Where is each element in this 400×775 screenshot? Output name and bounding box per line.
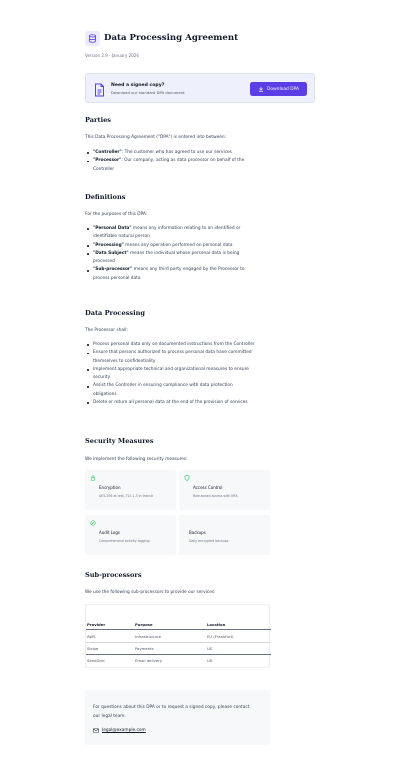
table-row: AWS Infrastructure EU (Frankfurt) — [87, 634, 234, 639]
document-icon — [94, 82, 105, 96]
security-card-audit-logs — [85, 515, 176, 555]
table-row: Stripe Payments US — [87, 646, 213, 651]
card-description: Daily encrypted backups — [189, 539, 229, 543]
contact-email — [93, 728, 146, 733]
card-title: Audit Logs — [99, 530, 120, 535]
callout-title: Need a signed copy? — [111, 83, 165, 88]
list-item: Ensure that persons authorized to process personal data have committed themselves to confidentiality — [85, 349, 285, 366]
security-card-access-control — [179, 470, 270, 510]
security-heading: Security Measures — [85, 437, 154, 445]
list-item: "Processor": Our company, acting as data processor on behalf of the Controller — [85, 157, 285, 174]
subprocessors-intro: We use the following sub-processors to provide our services: — [85, 590, 216, 595]
parties-list — [85, 149, 285, 174]
callout-subtitle: Download our standard DPA document — [111, 90, 185, 95]
processing-heading: Data Processing — [85, 309, 145, 317]
parties-intro: This Data Processing Agreement ("DPA") is entered into between: — [85, 135, 227, 140]
definitions-list — [85, 225, 285, 283]
processing-intro: The Processor shall: — [85, 328, 128, 333]
lock-icon — [90, 475, 96, 481]
security-card-encryption — [85, 470, 176, 510]
security-card-backups — [179, 515, 270, 555]
card-title: Access Control — [193, 485, 223, 490]
list-item: Process personal data only on documented instructions from the Controller — [85, 341, 285, 349]
card-description: Comprehensive activity logging — [99, 539, 150, 543]
shield-icon — [184, 475, 190, 481]
processing-list — [85, 341, 285, 407]
list-item: "Processing" means any operation performed on personal data — [85, 242, 285, 250]
contact-text: For questions about this DPA or to request a signed copy, please contact — [93, 705, 250, 710]
mail-icon — [93, 728, 99, 733]
card-description: AES-256 at rest, TLS 1.3 in transit — [99, 494, 153, 498]
version-text: Version 2.9 · January 2026 — [85, 53, 140, 58]
column-header: Provider — [87, 622, 106, 627]
download-dpa-button[interactable] — [250, 82, 307, 96]
subprocessors-table — [85, 604, 270, 668]
contact-box — [85, 690, 270, 745]
email-link[interactable]: legal@example.com — [102, 728, 146, 733]
download-icon — [258, 86, 264, 92]
security-intro: We implement the following security measures: — [85, 457, 188, 462]
check-circle-icon — [90, 520, 96, 526]
subprocessors-heading: Sub-processors — [85, 571, 142, 579]
definitions-intro: For the purposes of this DPA: — [85, 212, 148, 217]
list-item: "Sub-processor" means any third party engaged by the Processor to process personal data — [85, 266, 285, 283]
column-header: Location — [207, 622, 226, 627]
page-header — [85, 29, 315, 47]
card-title: Backups — [189, 530, 206, 535]
parties-heading: Parties — [85, 116, 111, 124]
contact-text: our legal team. — [93, 714, 126, 719]
download-dpa-label: Download DPA — [267, 86, 299, 92]
page-title: Data Processing Agreement — [104, 33, 239, 43]
list-item: Delete or return all personal data at the end of the provision of services — [85, 399, 285, 407]
database-icon — [85, 31, 100, 46]
column-header: Purpose — [135, 622, 153, 627]
definitions-heading: Definitions — [85, 193, 126, 201]
list-item: Assist the Controller in ensuring compliance with data protection obligations — [85, 382, 285, 399]
table-row: SendGrid Email delivery US — [87, 658, 213, 663]
list-item: "Controller": The customer who has agreed to use our services — [85, 149, 285, 157]
signed-copy-callout — [85, 73, 315, 103]
list-item: "Data Subject" means the individual whose personal data is being processed — [85, 250, 285, 267]
list-item: "Personal Data" means any information relating to an identified or identifiable natural person — [85, 225, 285, 242]
list-item: Implement appropriate technical and organizational measures to ensure security — [85, 366, 285, 383]
card-description: Role-based access with MFA — [193, 494, 238, 498]
card-title: Encryption — [99, 485, 121, 490]
